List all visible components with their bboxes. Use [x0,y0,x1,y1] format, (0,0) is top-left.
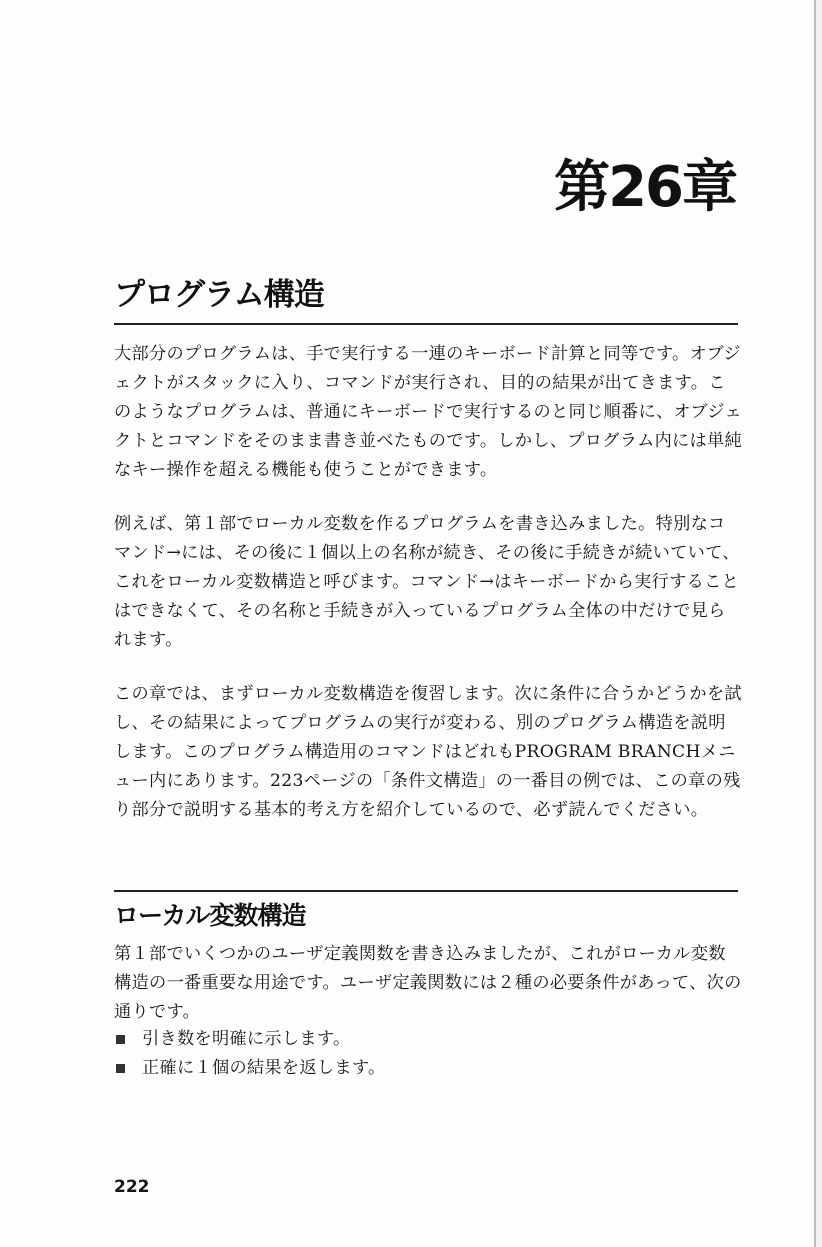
list-item-text: 正確に１個の結果を返します。 [142,1058,386,1078]
section-title-local-variable-structure: ローカル変数構造 [114,901,306,930]
page-number: 222 [114,1177,150,1197]
paragraph-user-defined-functions: 第１部でいくつかのユーザ定義関数を書き込みましたが、これがローカル変数構造の一番重要な用途です。ユーザ定義関数には２種の必要条件があって、次の通りです。 [114,944,742,1022]
square-bullet-icon [116,1064,125,1073]
section-title-program-structure: プログラム構造 [114,277,324,313]
paragraph-local-variable-example: 例えば、第１部でローカル変数を作るプログラムを書き込みました。特別なコマンド→には、その後に１個以上の名称が続き、その後に手続きが続いていて、これをローカル変数構造と呼びます。コマンド→はキーボードから実行することはできなくて、その名称と手続きが入っているプログラム全体の中だけで見られます。 [114,514,740,650]
list-item [114,1025,734,1054]
section-rule-bottom [114,323,738,325]
page-edge-line [814,0,816,1247]
paragraph-chapter-overview: この章では、まずローカル変数構造を復習します。次に条件に合うかどうかを試し、その結果によってプログラムの実行が変わる、別のプログラム構造を説明します。このプログラム構造用のコマンドはどれもPROGRAM BRANCHメニュー内にあります。223ページの「条件文構造」の一番目の例では、この章の残り部分で説明する基本的考え方を紹介しているので、必ず読んでください。 [114,684,742,820]
section-rule-top [114,890,738,892]
paragraph-intro: 大部分のプログラムは、手で実行する一連のキーボード計算と同等です。オブジェクトがスタックに入り、コマンドが実行され、目的の結果が出てきます。このようなプログラムは、普通にキーボードで実行するのと同じ順番に、オブジェクトとコマンドをそのまま書き並べたものです。しかし、プログラム内には単純なキー操作を超える機能も使うことができます。 [114,344,743,480]
list-item [114,1054,734,1083]
square-bullet-icon [116,1035,125,1044]
list-item-text: 引き数を明確に示します。 [142,1029,351,1049]
requirement-list [114,1025,734,1083]
chapter-title: 第26章 [554,155,736,220]
page-edge-shadow [816,0,822,1247]
